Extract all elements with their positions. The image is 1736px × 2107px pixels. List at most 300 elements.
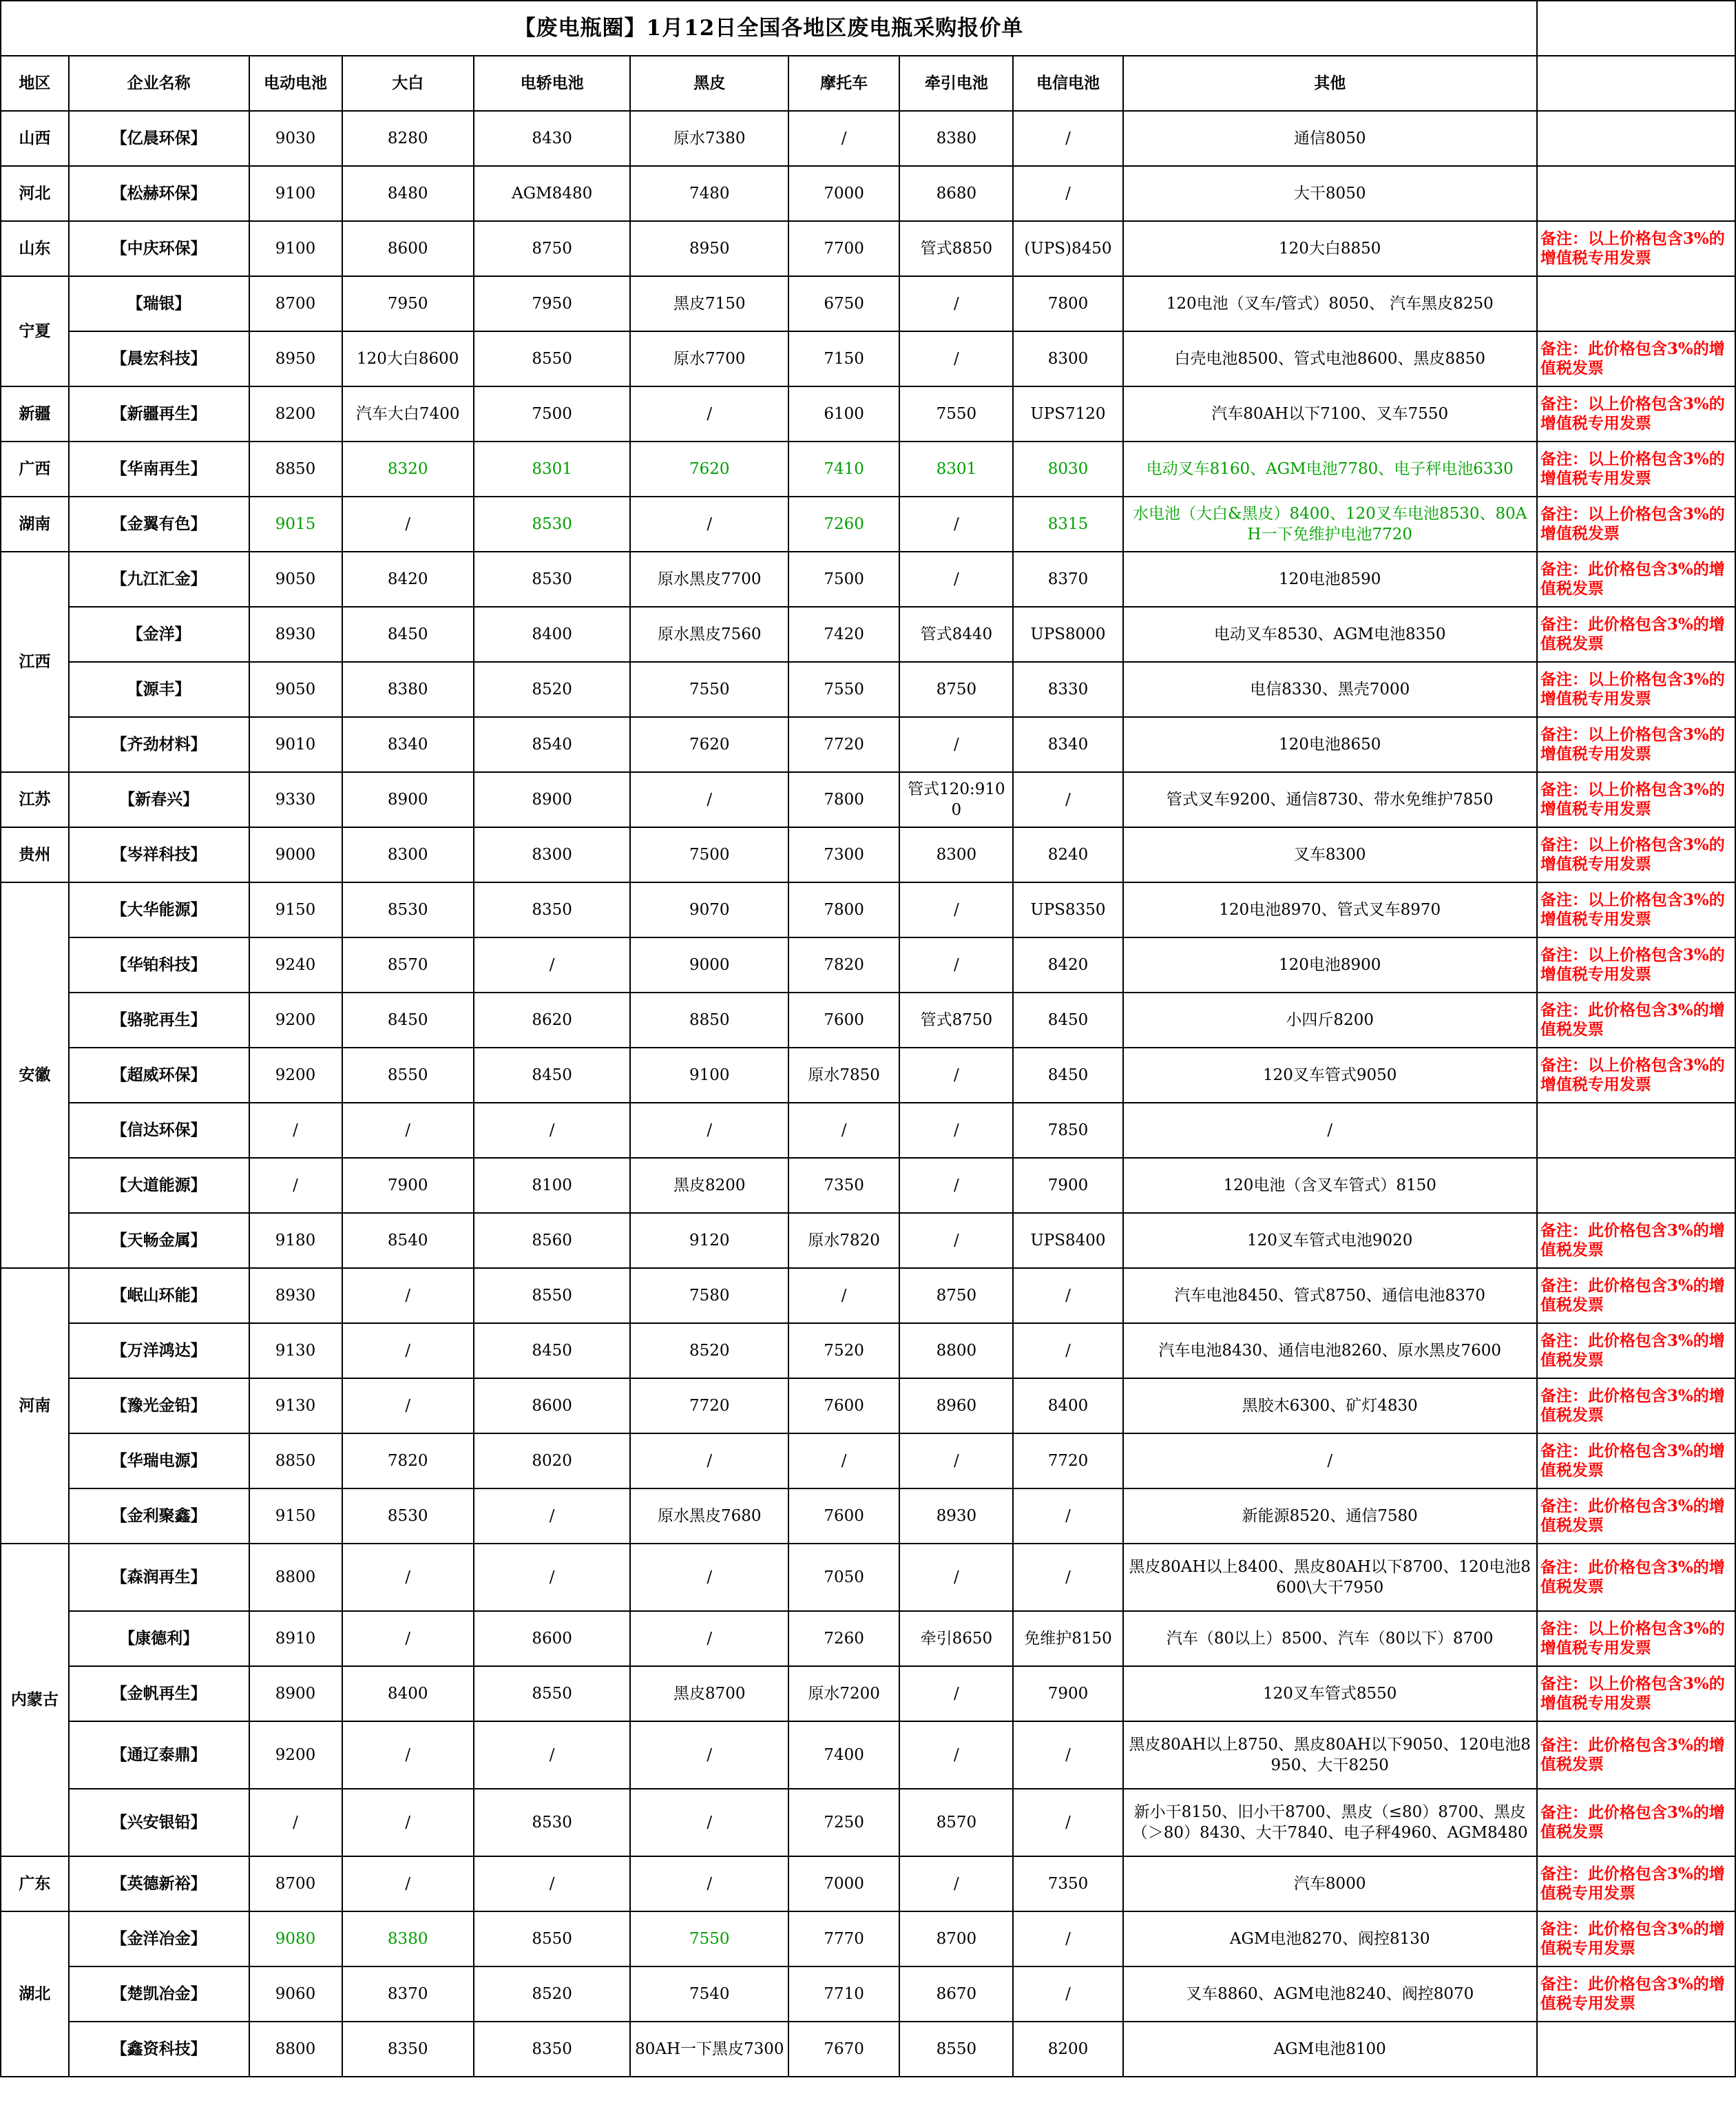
heipi-cell: 黑皮7150 <box>630 276 788 331</box>
other-cell: 120电池8970、管式叉车8970 <box>1123 882 1537 937</box>
car-battery-cell: 8020 <box>474 1433 631 1488</box>
electric-battery-cell: / <box>249 1103 342 1158</box>
other-cell: 管式叉车9200、通信8730、带水免维护7850 <box>1123 772 1537 827</box>
electric-battery-cell: 9050 <box>249 552 342 607</box>
car-battery-cell: 8550 <box>474 331 631 386</box>
heipi-cell: 7550 <box>630 1911 788 1966</box>
heipi-cell: / <box>630 1856 788 1911</box>
electric-battery-cell: 8700 <box>249 1856 342 1911</box>
dabai-cell: 7950 <box>342 276 474 331</box>
company-cell: 【源丰】 <box>69 662 249 717</box>
car-battery-cell: 8620 <box>474 993 631 1048</box>
electric-battery-cell: 9100 <box>249 166 342 221</box>
dabai-cell: / <box>342 1268 474 1323</box>
company-cell: 【瑞银】 <box>69 276 249 331</box>
heipi-cell: 7580 <box>630 1268 788 1323</box>
region-cell: 新疆 <box>1 386 69 442</box>
telecom-battery-cell: 8370 <box>1013 552 1122 607</box>
other-cell: 新能源8520、通信7580 <box>1123 1488 1537 1544</box>
other-cell: 120电池（叉车/管式）8050、 汽车黑皮8250 <box>1123 276 1537 331</box>
table-row <box>1 166 1735 221</box>
company-cell: 【金帆再生】 <box>69 1666 249 1721</box>
car-battery-cell: / <box>474 1103 631 1158</box>
dabai-cell: / <box>342 1789 474 1856</box>
car-battery-cell: 8530 <box>474 497 631 552</box>
motorcycle-cell: 7600 <box>788 1488 899 1544</box>
table-row <box>1 1103 1735 1158</box>
electric-battery-cell: 9240 <box>249 937 342 993</box>
car-battery-cell: 8550 <box>474 1268 631 1323</box>
company-cell: 【岑祥科技】 <box>69 827 249 882</box>
car-battery-cell: 8600 <box>474 1611 631 1666</box>
telecom-battery-cell: 7850 <box>1013 1103 1122 1158</box>
traction-battery-cell: / <box>899 1856 1013 1911</box>
other-cell: 黑皮80AH以上8400、黑皮80AH以下8700、120电池8600\大干7950 <box>1123 1544 1537 1611</box>
dabai-cell: 7900 <box>342 1158 474 1213</box>
table-row <box>1 331 1735 386</box>
heipi-cell: / <box>630 1789 788 1856</box>
car-battery-cell: / <box>474 1488 631 1544</box>
heipi-cell: 9000 <box>630 937 788 993</box>
other-cell: 120电池8590 <box>1123 552 1537 607</box>
motorcycle-cell: 7000 <box>788 1856 899 1911</box>
note-cell: 备注：此价格包含3%的增值税发票 <box>1537 1488 1735 1544</box>
company-cell: 【齐劲材料】 <box>69 717 249 772</box>
motorcycle-cell: 7350 <box>788 1158 899 1213</box>
table-row <box>1 1323 1735 1378</box>
heipi-cell: / <box>630 1721 788 1789</box>
other-cell: 黑皮80AH以上8750、黑皮80AH以下9050、120电池8950、大干8250 <box>1123 1721 1537 1789</box>
traction-battery-cell: / <box>899 1544 1013 1611</box>
traction-battery-cell: / <box>899 717 1013 772</box>
telecom-battery-cell: 8340 <box>1013 717 1122 772</box>
electric-battery-cell: 9050 <box>249 662 342 717</box>
motorcycle-cell: 7050 <box>788 1544 899 1611</box>
electric-battery-cell: 9000 <box>249 827 342 882</box>
note-cell: 备注：以上价格包含3%的增值税专用发票 <box>1537 386 1735 442</box>
electric-battery-cell: 9130 <box>249 1323 342 1378</box>
motorcycle-cell: 7770 <box>788 1911 899 1966</box>
note-cell: 备注：以上价格包含3%的增值税专用发票 <box>1537 882 1735 937</box>
company-cell: 【中庆环保】 <box>69 221 249 276</box>
electric-battery-cell: 8850 <box>249 442 342 497</box>
note-cell: 备注：以上价格包含3%的增值税专用发票 <box>1537 221 1735 276</box>
company-cell: 【大道能源】 <box>69 1158 249 1213</box>
table-row <box>1 1213 1735 1268</box>
traction-battery-cell: 8750 <box>899 662 1013 717</box>
electric-battery-cell: 9030 <box>249 111 342 166</box>
electric-battery-cell: 8200 <box>249 386 342 442</box>
other-cell: / <box>1123 1433 1537 1488</box>
motorcycle-cell: 7800 <box>788 772 899 827</box>
dabai-cell: 8540 <box>342 1213 474 1268</box>
car-battery-cell: / <box>474 937 631 993</box>
company-cell: 【天畅金属】 <box>69 1213 249 1268</box>
motorcycle-cell: 6750 <box>788 276 899 331</box>
traction-battery-cell: 8800 <box>899 1323 1013 1378</box>
table-row <box>1 1789 1735 1856</box>
dabai-cell: 8320 <box>342 442 474 497</box>
other-cell: 通信8050 <box>1123 111 1537 166</box>
heipi-cell: 原水黑皮7560 <box>630 607 788 662</box>
note-cell: 备注：此价格包含3%的增值税发票 <box>1537 331 1735 386</box>
dabai-cell: 8450 <box>342 607 474 662</box>
telecom-battery-cell: UPS8000 <box>1013 607 1122 662</box>
company-cell: 【金洋冶金】 <box>69 1911 249 1966</box>
table-row <box>1 993 1735 1048</box>
electric-battery-cell: 9180 <box>249 1213 342 1268</box>
car-battery-cell: 8520 <box>474 1966 631 2022</box>
region-cell: 湖北 <box>1 1911 69 2077</box>
note-cell: 备注：以上价格包含3%的增值税专用发票 <box>1537 772 1735 827</box>
other-cell: 汽车80AH以下7100、叉车7550 <box>1123 386 1537 442</box>
traction-battery-cell: 8380 <box>899 111 1013 166</box>
traction-battery-cell: 8670 <box>899 1966 1013 2022</box>
electric-battery-cell: 8910 <box>249 1611 342 1666</box>
telecom-battery-cell: 7900 <box>1013 1666 1122 1721</box>
electric-battery-cell: 9130 <box>249 1378 342 1433</box>
table-row <box>1 111 1735 166</box>
heipi-cell: / <box>630 386 788 442</box>
electric-battery-cell: 9200 <box>249 1721 342 1789</box>
dabai-cell: 8380 <box>342 662 474 717</box>
telecom-battery-cell: 7720 <box>1013 1433 1122 1488</box>
dabai-cell: / <box>342 1721 474 1789</box>
other-cell: 120电池8650 <box>1123 717 1537 772</box>
motorcycle-cell: 原水7820 <box>788 1213 899 1268</box>
table-row <box>1 882 1735 937</box>
traction-battery-cell: / <box>899 276 1013 331</box>
company-cell: 【万洋鸿达】 <box>69 1323 249 1378</box>
telecom-battery-cell: / <box>1013 166 1122 221</box>
dabai-cell: 8350 <box>342 2022 474 2077</box>
telecom-battery-cell: 8030 <box>1013 442 1122 497</box>
electric-battery-cell: / <box>249 1158 342 1213</box>
electric-battery-cell: 9100 <box>249 221 342 276</box>
note-cell <box>1537 1158 1735 1213</box>
electric-battery-cell: 8900 <box>249 1666 342 1721</box>
heipi-cell: 7500 <box>630 827 788 882</box>
car-battery-cell: 8350 <box>474 2022 631 2077</box>
table-row <box>1 717 1735 772</box>
car-battery-cell: 8550 <box>474 1911 631 1966</box>
heipi-cell: / <box>630 1433 788 1488</box>
telecom-battery-cell: / <box>1013 1323 1122 1378</box>
traction-battery-cell: 8570 <box>899 1789 1013 1856</box>
heipi-cell: 黑皮8700 <box>630 1666 788 1721</box>
telecom-battery-cell: 7350 <box>1013 1856 1122 1911</box>
header-dabai: 大白 <box>342 56 474 111</box>
table-row <box>1 607 1735 662</box>
electric-battery-cell: 9010 <box>249 717 342 772</box>
region-cell: 广东 <box>1 1856 69 1911</box>
heipi-cell: 7720 <box>630 1378 788 1433</box>
table-row <box>1 386 1735 442</box>
motorcycle-cell: 7000 <box>788 166 899 221</box>
telecom-battery-cell: 8300 <box>1013 331 1122 386</box>
dabai-cell: 7820 <box>342 1433 474 1488</box>
table-row <box>1 1911 1735 1966</box>
dabai-cell: 8530 <box>342 882 474 937</box>
table-row <box>1 1488 1735 1544</box>
car-battery-cell: 8450 <box>474 1323 631 1378</box>
traction-battery-cell: 8680 <box>899 166 1013 221</box>
heipi-cell: / <box>630 1611 788 1666</box>
table-row <box>1 1158 1735 1213</box>
telecom-battery-cell: 7800 <box>1013 276 1122 331</box>
other-cell: 汽车电池8450、管式8750、通信电池8370 <box>1123 1268 1537 1323</box>
title-blank <box>1537 1 1735 56</box>
heipi-cell: / <box>630 772 788 827</box>
traction-battery-cell: 7550 <box>899 386 1013 442</box>
motorcycle-cell: 7520 <box>788 1323 899 1378</box>
note-cell <box>1537 2022 1735 2077</box>
car-battery-cell: 8540 <box>474 717 631 772</box>
company-cell: 【超威环保】 <box>69 1048 249 1103</box>
note-cell: 备注：此价格包含3%的增值税发票 <box>1537 552 1735 607</box>
electric-battery-cell: 8800 <box>249 2022 342 2077</box>
electric-battery-cell: 9080 <box>249 1911 342 1966</box>
other-cell: 大干8050 <box>1123 166 1537 221</box>
region-cell: 内蒙古 <box>1 1544 69 1856</box>
other-cell: 120电池8900 <box>1123 937 1537 993</box>
page-title: 【废电瓶圈】1月12日全国各地区废电瓶采购报价单 <box>1 1 1537 56</box>
traction-battery-cell: / <box>899 552 1013 607</box>
electric-battery-cell: 9015 <box>249 497 342 552</box>
region-cell: 山西 <box>1 111 69 166</box>
dabai-cell: 8380 <box>342 1911 474 1966</box>
telecom-battery-cell: / <box>1013 1911 1122 1966</box>
table-row <box>1 1048 1735 1103</box>
note-cell <box>1537 166 1735 221</box>
motorcycle-cell: 7670 <box>788 2022 899 2077</box>
car-battery-cell: AGM8480 <box>474 166 631 221</box>
motorcycle-cell: 6100 <box>788 386 899 442</box>
table-body <box>1 1 1735 2077</box>
heipi-cell: 原水7380 <box>630 111 788 166</box>
car-battery-cell: 7950 <box>474 276 631 331</box>
header-company: 企业名称 <box>69 56 249 111</box>
car-battery-cell: 8750 <box>474 221 631 276</box>
other-cell: 汽车（80以上）8500、汽车（80以下）8700 <box>1123 1611 1537 1666</box>
region-cell: 贵州 <box>1 827 69 882</box>
header-electric-battery: 电动电池 <box>249 56 342 111</box>
dabai-cell: 8450 <box>342 993 474 1048</box>
note-cell: 备注：此价格包含3%的增值税发票 <box>1537 1544 1735 1611</box>
telecom-battery-cell: 8315 <box>1013 497 1122 552</box>
heipi-cell: 黑皮8200 <box>630 1158 788 1213</box>
telecom-battery-cell: 8450 <box>1013 993 1122 1048</box>
car-battery-cell: 8520 <box>474 662 631 717</box>
note-cell: 备注：以上价格包含3%的增值税专用发票 <box>1537 937 1735 993</box>
table-row <box>1 552 1735 607</box>
electric-battery-cell: 9150 <box>249 1488 342 1544</box>
table-row <box>1 937 1735 993</box>
region-cell: 河北 <box>1 166 69 221</box>
dabai-cell: / <box>342 497 474 552</box>
telecom-battery-cell: 8240 <box>1013 827 1122 882</box>
other-cell: 叉车8860、AGM电池8240、阀控8070 <box>1123 1966 1537 2022</box>
motorcycle-cell: 7700 <box>788 221 899 276</box>
header-telecom-battery: 电信电池 <box>1013 56 1122 111</box>
motorcycle-cell: 7500 <box>788 552 899 607</box>
motorcycle-cell: 7550 <box>788 662 899 717</box>
motorcycle-cell: / <box>788 1433 899 1488</box>
electric-battery-cell: 9200 <box>249 993 342 1048</box>
note-cell: 备注：此价格包含3%的增值税发票 <box>1537 1789 1735 1856</box>
other-cell: 电动叉车8530、AGM电池8350 <box>1123 607 1537 662</box>
traction-battery-cell: 管式8850 <box>899 221 1013 276</box>
heipi-cell: 8850 <box>630 993 788 1048</box>
motorcycle-cell: 7720 <box>788 717 899 772</box>
traction-battery-cell: / <box>899 882 1013 937</box>
car-battery-cell: 8400 <box>474 607 631 662</box>
electric-battery-cell: 9330 <box>249 772 342 827</box>
heipi-cell: / <box>630 1544 788 1611</box>
electric-battery-cell: 8800 <box>249 1544 342 1611</box>
other-cell: 水电池（大白&黑皮）8400、120叉车电池8530、80AH一下免维护电池7720 <box>1123 497 1537 552</box>
electric-battery-cell: 8930 <box>249 1268 342 1323</box>
note-cell: 备注：此价格包含3%的增值税发票 <box>1537 1378 1735 1433</box>
motorcycle-cell: / <box>788 1268 899 1323</box>
electric-battery-cell: 9060 <box>249 1966 342 2022</box>
traction-battery-cell: / <box>899 1213 1013 1268</box>
note-cell: 备注：此价格包含3%的增值税发票 <box>1537 993 1735 1048</box>
motorcycle-cell: / <box>788 1103 899 1158</box>
car-battery-cell: 8530 <box>474 552 631 607</box>
note-cell: 备注：以上价格包含3%的增值税专用发票 <box>1537 717 1735 772</box>
traction-battery-cell: 8301 <box>899 442 1013 497</box>
company-cell: 【骆驼再生】 <box>69 993 249 1048</box>
dabai-cell: 8370 <box>342 1966 474 2022</box>
other-cell: 汽车8000 <box>1123 1856 1537 1911</box>
table-row <box>1 221 1735 276</box>
table-row <box>1 1378 1735 1433</box>
telecom-battery-cell: 7900 <box>1013 1158 1122 1213</box>
table-row <box>1 442 1735 497</box>
car-battery-cell: 7500 <box>474 386 631 442</box>
other-cell: 新小干8150、旧小干8700、黑皮（≤80）8700、黑皮（＞80）8430、大干7840、电子秤4960、AGM8480 <box>1123 1789 1537 1856</box>
heipi-cell: 7620 <box>630 717 788 772</box>
dabai-cell: 8280 <box>342 111 474 166</box>
traction-battery-cell: 8960 <box>899 1378 1013 1433</box>
traction-battery-cell: 8750 <box>899 1268 1013 1323</box>
company-cell: 【金翼有色】 <box>69 497 249 552</box>
company-cell: 【信达环保】 <box>69 1103 249 1158</box>
heipi-cell: 原水黑皮7700 <box>630 552 788 607</box>
other-cell: / <box>1123 1103 1537 1158</box>
heipi-cell: 7540 <box>630 1966 788 2022</box>
header-region: 地区 <box>1 56 69 111</box>
dabai-cell: 120大白8600 <box>342 331 474 386</box>
table-row <box>1 1666 1735 1721</box>
company-cell: 【金利聚鑫】 <box>69 1488 249 1544</box>
telecom-battery-cell: UPS8350 <box>1013 882 1122 937</box>
car-battery-cell: 8560 <box>474 1213 631 1268</box>
company-cell: 【华瑞电源】 <box>69 1433 249 1488</box>
note-cell: 备注：以上价格包含3%的增值税发票 <box>1537 497 1735 552</box>
traction-battery-cell: 8700 <box>899 1911 1013 1966</box>
company-cell: 【金洋】 <box>69 607 249 662</box>
other-cell: 小四斤8200 <box>1123 993 1537 1048</box>
company-cell: 【兴安银铅】 <box>69 1789 249 1856</box>
table-row <box>1 827 1735 882</box>
note-cell: 备注：此价格包含3%的增值税专用发票 <box>1537 1911 1735 1966</box>
car-battery-cell: / <box>474 1856 631 1911</box>
header-row <box>1 56 1735 111</box>
company-cell: 【森润再生】 <box>69 1544 249 1611</box>
dabai-cell: 8340 <box>342 717 474 772</box>
electric-battery-cell: 8950 <box>249 331 342 386</box>
dabai-cell: 8530 <box>342 1488 474 1544</box>
other-cell: 电动叉车8160、AGM电池7780、电子秤电池6330 <box>1123 442 1537 497</box>
motorcycle-cell: 7600 <box>788 1378 899 1433</box>
traction-battery-cell: / <box>899 331 1013 386</box>
heipi-cell: 9070 <box>630 882 788 937</box>
telecom-battery-cell: UPS7120 <box>1013 386 1122 442</box>
dabai-cell: 8600 <box>342 221 474 276</box>
header-other: 其他 <box>1123 56 1537 111</box>
heipi-cell: 7480 <box>630 166 788 221</box>
region-cell: 山东 <box>1 221 69 276</box>
heipi-cell: 8950 <box>630 221 788 276</box>
telecom-battery-cell: / <box>1013 1721 1122 1789</box>
traction-battery-cell: / <box>899 1048 1013 1103</box>
dabai-cell: 8480 <box>342 166 474 221</box>
company-cell: 【华铂科技】 <box>69 937 249 993</box>
note-cell: 备注：此价格包含3%的增值税发票 <box>1537 1433 1735 1488</box>
car-battery-cell: 8100 <box>474 1158 631 1213</box>
motorcycle-cell: 7260 <box>788 1611 899 1666</box>
note-cell: 备注：以上价格包含3%的增值税专用发票 <box>1537 662 1735 717</box>
motorcycle-cell: 7300 <box>788 827 899 882</box>
company-cell: 【新疆再生】 <box>69 386 249 442</box>
dabai-cell: 8420 <box>342 552 474 607</box>
other-cell: 电信8330、黑壳7000 <box>1123 662 1537 717</box>
table-row <box>1 1856 1735 1911</box>
region-cell: 安徽 <box>1 882 69 1268</box>
car-battery-cell: 8600 <box>474 1378 631 1433</box>
traction-battery-cell: 8930 <box>899 1488 1013 1544</box>
electric-battery-cell: 8850 <box>249 1433 342 1488</box>
other-cell: 黑胶木6300、矿灯4830 <box>1123 1378 1537 1433</box>
region-cell: 江苏 <box>1 772 69 827</box>
other-cell: 汽车电池8430、通信电池8260、原水黑皮7600 <box>1123 1323 1537 1378</box>
car-battery-cell: 8530 <box>474 1789 631 1856</box>
heipi-cell: 7550 <box>630 662 788 717</box>
note-cell: 备注：此价格包含3%的增值税专用发票 <box>1537 1966 1735 2022</box>
car-battery-cell: / <box>474 1544 631 1611</box>
note-cell: 备注：以上价格包含3%的增值税专用发票 <box>1537 827 1735 882</box>
company-cell: 【康德利】 <box>69 1611 249 1666</box>
table-row <box>1 1433 1735 1488</box>
car-battery-cell: 8450 <box>474 1048 631 1103</box>
telecom-battery-cell: 8450 <box>1013 1048 1122 1103</box>
note-cell <box>1537 111 1735 166</box>
heipi-cell: 9120 <box>630 1213 788 1268</box>
motorcycle-cell: 7710 <box>788 1966 899 2022</box>
motorcycle-cell: 7800 <box>788 882 899 937</box>
traction-battery-cell: / <box>899 1103 1013 1158</box>
heipi-cell: / <box>630 497 788 552</box>
header-car-battery: 电轿电池 <box>474 56 631 111</box>
telecom-battery-cell: (UPS)8450 <box>1013 221 1122 276</box>
table-row <box>1 1611 1735 1666</box>
traction-battery-cell: 管式8750 <box>899 993 1013 1048</box>
note-cell: 备注：此价格包含3%的增值税发票 <box>1537 1213 1735 1268</box>
table-row <box>1 276 1735 331</box>
motorcycle-cell: 7260 <box>788 497 899 552</box>
